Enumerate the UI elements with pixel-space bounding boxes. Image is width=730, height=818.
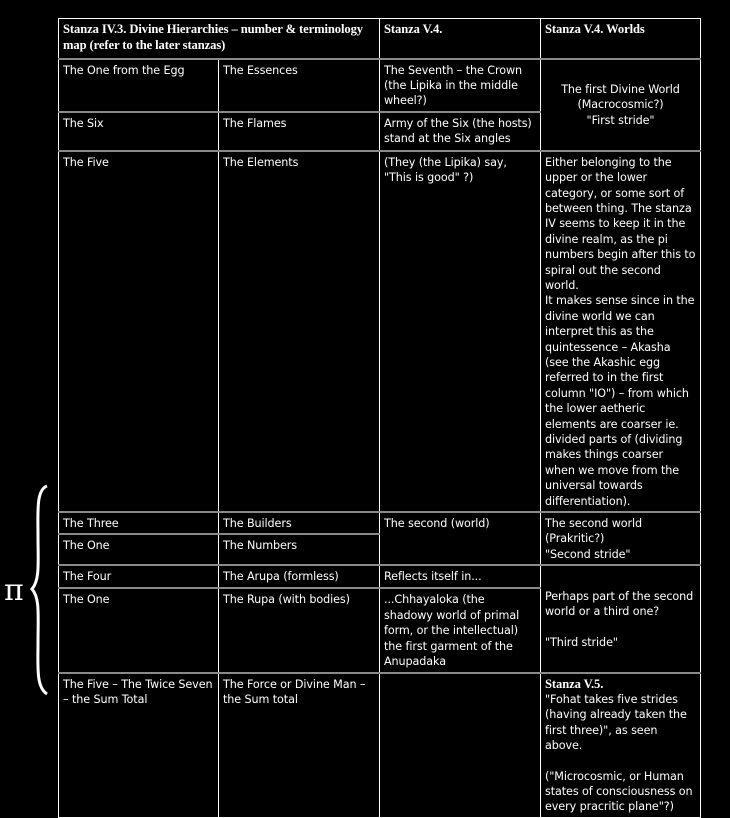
cell: The Force or Divine Man – the Sum total — [219, 673, 380, 818]
cell: The Five — [59, 151, 219, 512]
text-line: The second world — [545, 517, 643, 531]
text-line: "Second stride" — [545, 547, 631, 561]
hierarchy-table — [58, 18, 701, 818]
cell: The Five – The Twice Seven – the Sum Total — [59, 673, 219, 818]
text-line: (Prakritic?) — [545, 532, 605, 546]
pi-symbol: π — [4, 573, 24, 608]
cell: The One — [59, 588, 219, 672]
cell: The Four — [59, 565, 219, 588]
cell: ...Chhayaloka (the shadowy world of primal form, or the intellectual) the first garment of the Anupadaka — [380, 588, 541, 672]
cell: The Six — [59, 112, 219, 151]
text-line: "First stride" — [586, 113, 655, 127]
cell: The Three — [59, 512, 219, 534]
paragraph: "Third stride" — [545, 635, 618, 649]
header-hierarchies: Stanza IV.3. Divine Hierarchies – number & terminology map (refer to the later stanzas) — [59, 19, 380, 59]
cell: The Builders — [219, 512, 380, 534]
cell-title: Stanza V.5. — [545, 676, 604, 691]
world-2-cell — [541, 512, 701, 565]
world-3-cell — [541, 565, 701, 672]
paragraph: Perhaps part of the second world or a third one? — [545, 589, 694, 619]
text-line: The first Divine World — [561, 83, 680, 96]
pi-brace — [0, 482, 55, 697]
cell: The Flames — [219, 112, 380, 151]
cell: The Numbers — [219, 534, 380, 565]
curly-brace-icon — [32, 486, 47, 694]
cell: The One from the Egg — [59, 59, 219, 112]
world-1-cell — [541, 59, 701, 151]
cell: The One — [59, 534, 219, 565]
cell — [541, 151, 701, 512]
paragraph: "Fohat takes five strides (having already taken the first three)", as seen above. — [545, 692, 687, 753]
cell: The Elements — [219, 151, 380, 512]
cell: The Seventh – the Crown (the Lipika in the middle wheel?) — [380, 59, 541, 112]
paragraph: Either belonging to the upper or the lower category, or some sort of between thing. The stanza IV seems to keep it in the divine realm, as the pi numbers begin after this to spiral out the second world. — [545, 155, 696, 292]
cell: The Essences — [219, 59, 380, 112]
cell — [380, 673, 541, 818]
paragraph: ("Microcosmic, or Human states of consciousness on every pracritic plane"?) — [545, 769, 693, 814]
paragraph: It makes sense since in the divine world we can interpret this as the quintessence – Akasha (see the Akashic egg referred to in the first column "IO") – from which the lower aetheric elements are coarser ie. divided parts of (dividing makes things coarser when we move from the universal towards differentiation). — [545, 294, 695, 508]
cell: The Arupa (formless) — [219, 565, 380, 588]
cell: Reflects itself in... — [380, 565, 541, 588]
cell: The Rupa (with bodies) — [219, 588, 380, 672]
header-worlds: Stanza V.4. Worlds — [541, 19, 701, 59]
text-line: (Macrocosmic?) — [577, 98, 664, 112]
cell: The second (world) — [380, 512, 541, 565]
cell: (They (the Lipika) say, "This is good" ?) — [380, 151, 541, 512]
header-stanza-v4: Stanza V.4. — [380, 19, 541, 59]
stanza-v5-cell — [541, 673, 701, 818]
cell: Army of the Six (the hosts) stand at the Six angles — [380, 112, 541, 151]
